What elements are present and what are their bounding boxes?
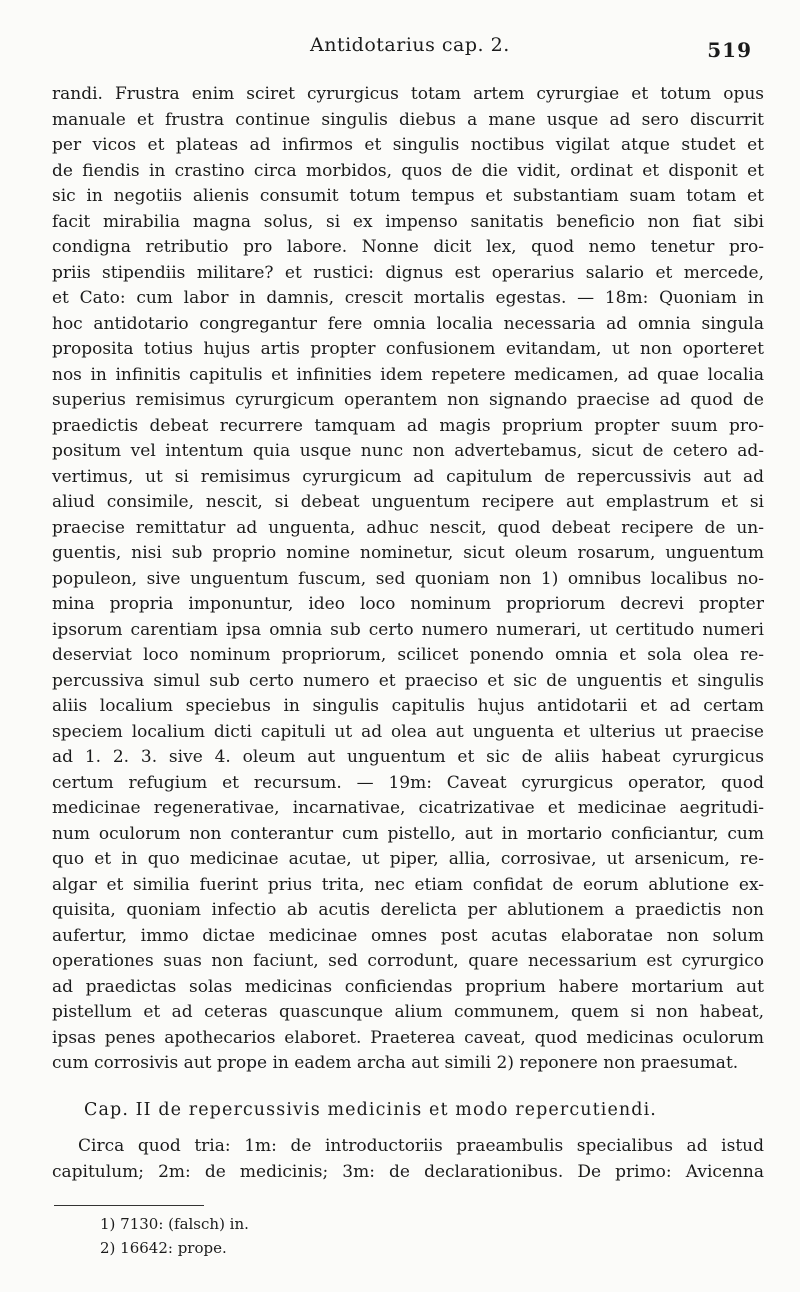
text-line: manuale et frustra continue singulis diebus a mane usque ad sero discurrit [52, 109, 764, 130]
text-line: facit mirabilia magna solus, si ex impenso sanitatis beneficio non fiat sibi [52, 211, 764, 232]
text-line: certum refugium et recursum. — 19m: Caveat cyrurgicus operator, quod [52, 772, 764, 793]
text-line: proposita totius hujus artis propter confusionem evitandam, ut non oporteret [52, 339, 764, 359]
text-line: num oculorum non conterantur cum pistello, aut in mortario conficiantur, cum [52, 823, 764, 844]
text-line: praecise remittatur ad unguenta, adhuc nescit, quod debeat recipere de un- [52, 517, 764, 538]
text-line: nos in infinitis capitulis et infinities idem repetere medicamen, ad quae localia [52, 364, 764, 385]
page-header [52, 32, 764, 62]
text-line: algar et similia fuerint prius trita, nec etiam confidat de eorum ablutione ex- [52, 874, 764, 895]
text-line: cum corrosivis aut prope in eadem archa aut simili 2) reponere non praesumat. [52, 1053, 739, 1073]
text-line: Circa quod tria: 1m: de introductoriis praeambulis specialibus ad istud [78, 1136, 764, 1156]
text-line: deserviat loco nominum propriorum, scilicet ponendo omnia et sola olea re- [52, 645, 764, 665]
text-line: mina propria imponuntur, ideo loco nominum propriorum decrevi propter [52, 594, 764, 614]
footnote: 1) 7130: (falsch) in. [100, 1215, 249, 1233]
text-line: ad praedictas solas medicinas conficiendas proprium habere mortarium aut [52, 976, 764, 997]
text-line: per vicos et plateas ad infirmos et singulis noctibus vigilat atque studet et [52, 135, 764, 155]
text-line: quisita, quoniam infectio ab acutis derelicta per ablutionem a praedictis non [52, 900, 764, 920]
text-line: positum vel intentum quia usque nunc non advertebamus, sicut de cetero ad- [52, 441, 764, 461]
footnotes [100, 1212, 249, 1260]
page-number: 519 [707, 38, 752, 62]
text-line: speciem localium dicti capituli ut ad olea aut unguenta et ulterius ut praecise [52, 721, 764, 742]
chapter-text [52, 1134, 764, 1185]
text-line: aliud consimile, nescit, si debeat unguentum recipere aut emplastrum et si [52, 492, 764, 512]
text-line: pistellum et ad ceteras quascunque alium communem, quem si non habeat, [52, 1002, 764, 1022]
text-line: ad 1. 2. 3. sive 4. oleum aut unguentum et sic de aliis habeat cyrurgicus [52, 747, 764, 767]
text-line: guentis, nisi sub proprio nomine nominetur, sicut oleum rosarum, unguentum [52, 543, 764, 563]
text-line: de fiendis in crastino circa morbidos, quos de die vidit, ordinat et disponit et [52, 160, 764, 181]
text-line: populeon, sive unguentum fuscum, sed quoniam non 1) omnibus localibus no- [52, 568, 764, 589]
text-line: condigna retributio pro labore. Nonne dicit lex, quod nemo tenetur pro- [52, 237, 764, 257]
footnote: 2) 16642: prope. [100, 1239, 227, 1257]
text-line: ipsas penes apothecarios elaboret. Praeterea caveat, quod medicinas oculorum [52, 1027, 764, 1048]
body-text [52, 82, 764, 1077]
text-line: aufertur, immo dictae medicinae omnes post acutas elaboratae non solum [52, 925, 764, 946]
chapter-heading: Cap. II de repercussivis medicinis et modo repercutiendi. [84, 1100, 657, 1120]
footnote-divider [54, 1205, 204, 1206]
text-line: operationes suas non faciunt, sed corrodunt, quare necessarium est cyrurgico [52, 951, 764, 971]
text-line: medicinae regenerativae, incarnativae, cicatrizativae et medicinae aegritudi- [52, 798, 764, 818]
text-line: randi. Frustra enim sciret cyrurgicus totam artem cyrurgiae et totum opus [52, 84, 764, 104]
running-title: Antidotarius cap. 2. [310, 34, 510, 56]
text-line: capitulum; 2m: de medicinis; 3m: de declarationibus. De primo: Avicenna [52, 1161, 764, 1182]
text-line: vertimus, ut si remisimus cyrurgicum ad capitulum de repercussivis aut ad [52, 466, 764, 487]
text-line: percussiva simul sub certo numero et praeciso et sic de unguentis et singulis [52, 670, 764, 691]
text-line: ipsorum carentiam ipsa omnia sub certo numero numerari, ut certitudo numeri [52, 619, 764, 640]
text-line: et Cato: cum labor in damnis, crescit mortalis egestas. — 18m: Quoniam in [52, 288, 764, 308]
text-line: praedictis debeat recurrere tamquam ad magis proprium propter suum pro- [52, 415, 764, 436]
text-line: hoc antidotario congregantur fere omnia localia necessaria ad omnia singula [52, 313, 764, 334]
text-line: superius remisimus cyrurgicum operantem non signando praecise ad quod de [52, 390, 764, 410]
text-line: aliis localium speciebus in singulis capitulis hujus antidotarii et ad certam [52, 696, 764, 716]
text-line: sic in negotiis alienis consumit totum tempus et substantiam suam totam et [52, 186, 764, 206]
text-line: quo et in quo medicinae acutae, ut piper, allia, corrosivae, ut arsenicum, re- [52, 849, 764, 869]
text-line: priis stipendiis militare? et rustici: dignus est operarius salario et mercede, [52, 262, 764, 283]
